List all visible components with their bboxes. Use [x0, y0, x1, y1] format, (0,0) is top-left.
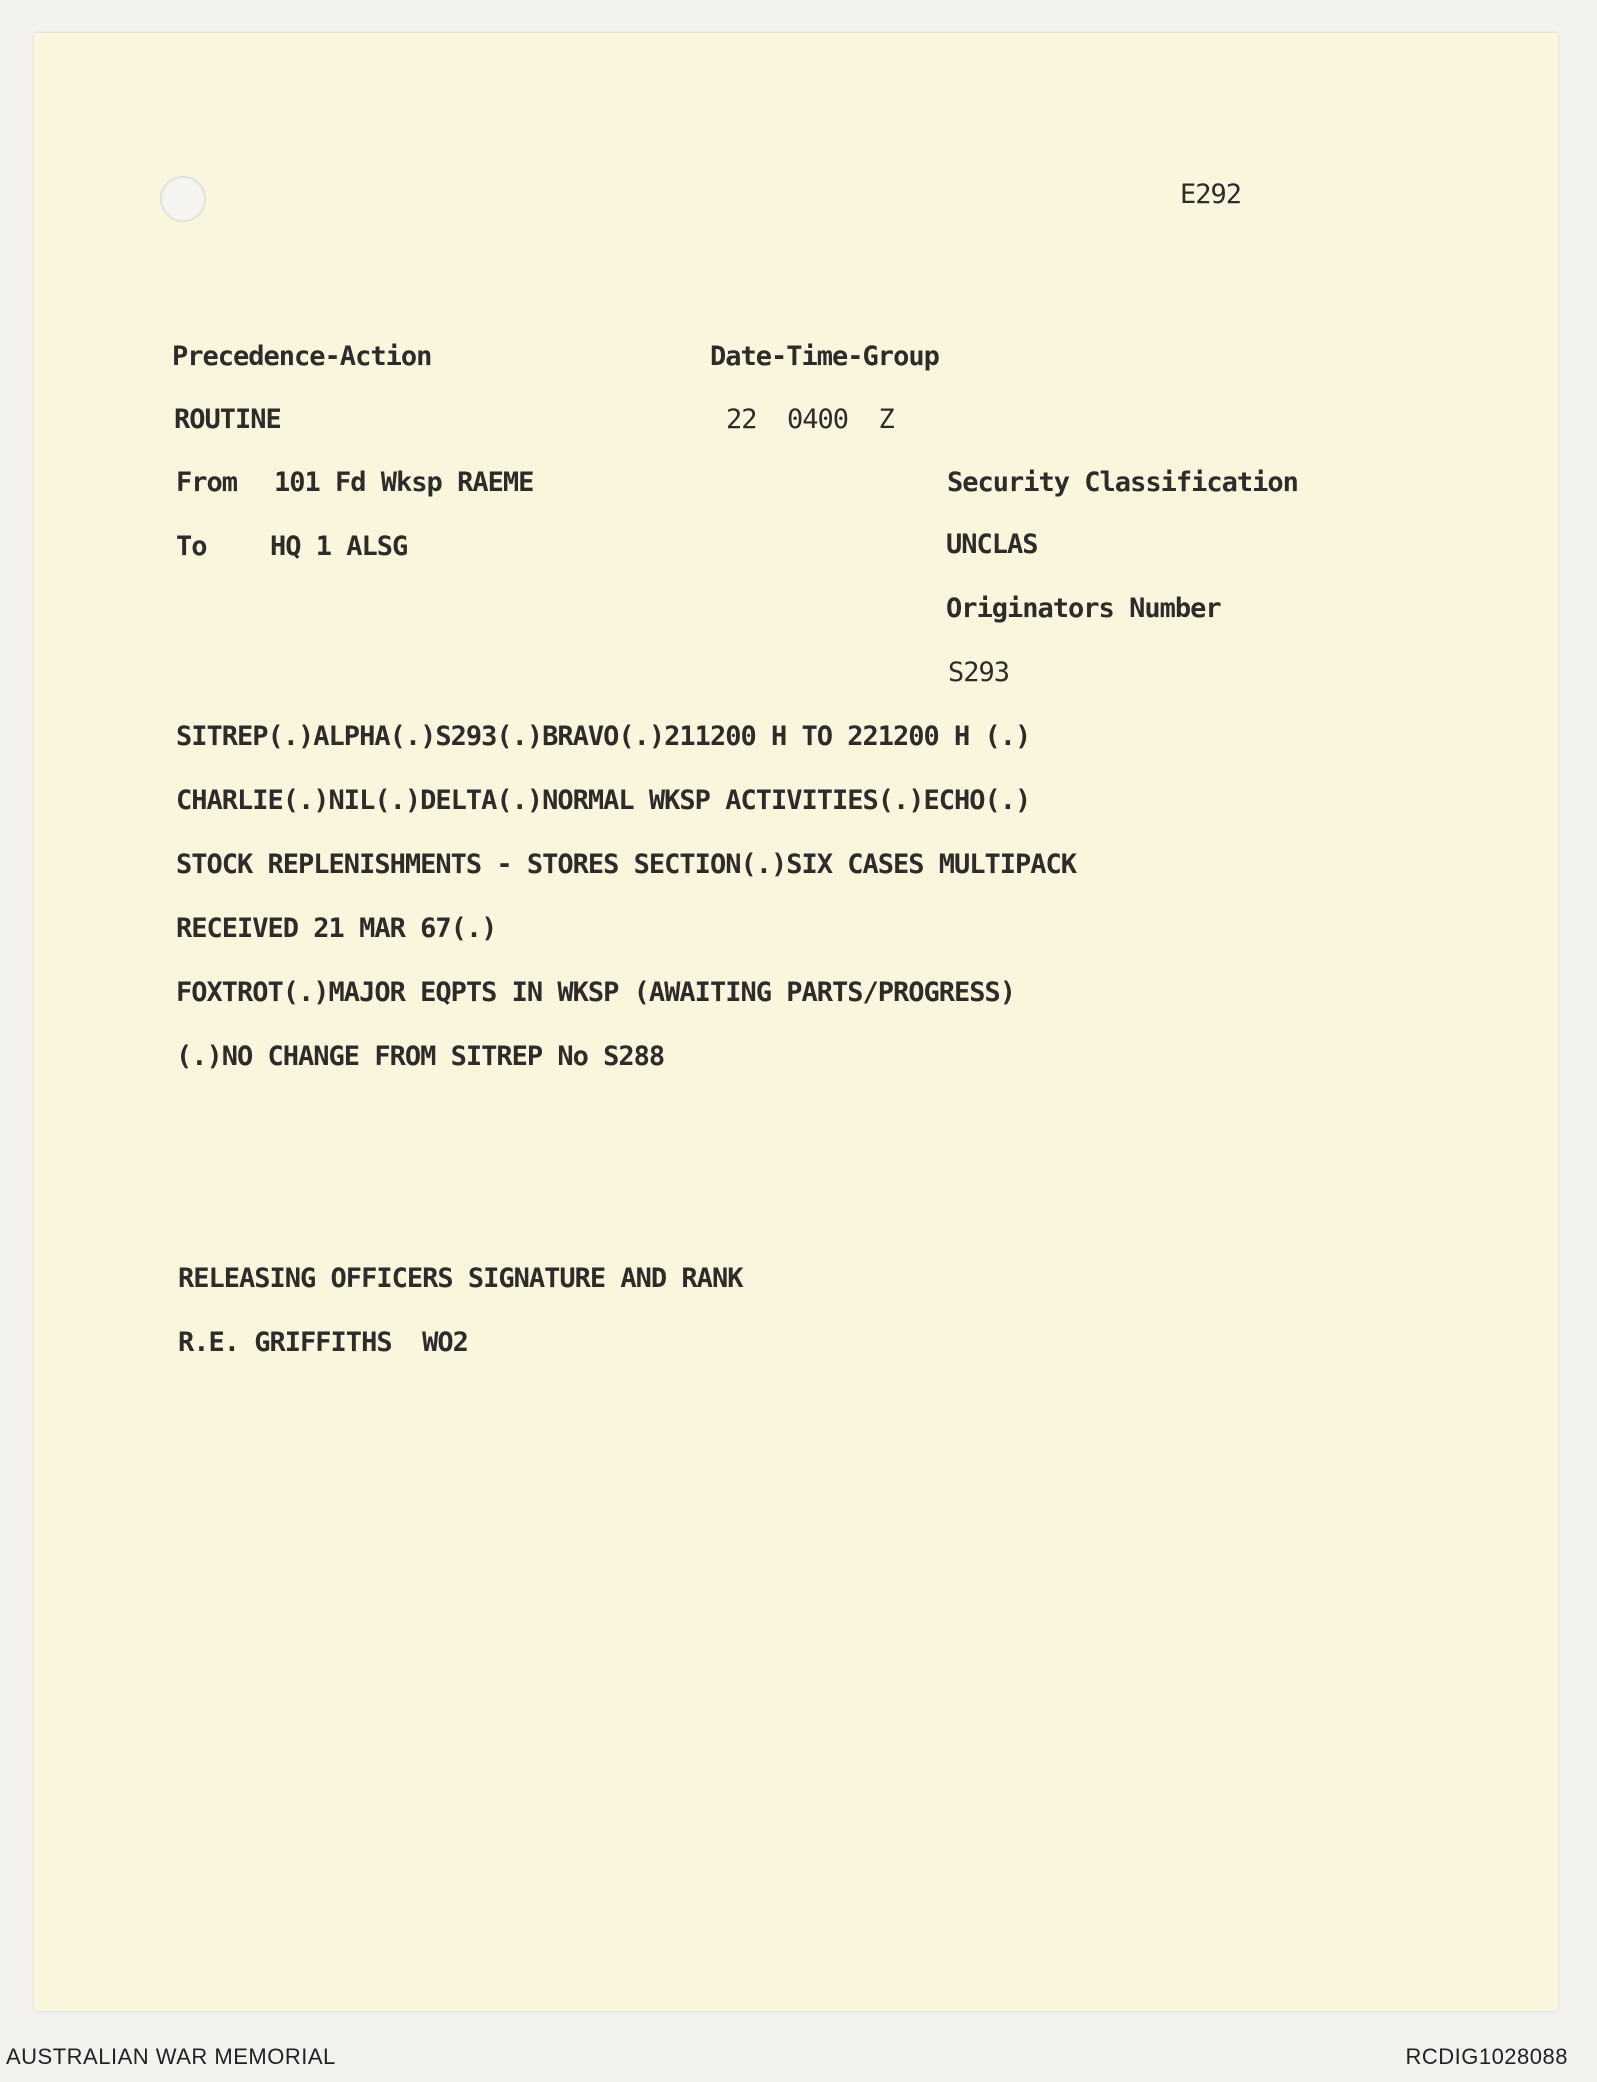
date-time-group-label: Date-Time-Group	[710, 341, 939, 372]
message-body-line: CHARLIE(.)NIL(.)DELTA(.)NORMAL WKSP ACTIVITIES(.)ECHO(.)	[176, 785, 1031, 816]
message-form-sheet	[34, 33, 1558, 2011]
releasing-officer-value: R.E. GRIFFITHS WO2	[178, 1327, 468, 1358]
originators-number-value: S293	[948, 657, 1010, 688]
releasing-officer-label: RELEASING OFFICERS SIGNATURE AND RANK	[178, 1263, 743, 1294]
security-classification-value: UNCLAS	[946, 529, 1038, 560]
originators-number-label: Originators Number	[946, 593, 1221, 624]
message-body-line: RECEIVED 21 MAR 67(.)	[176, 913, 497, 944]
message-body-line: (.)NO CHANGE FROM SITREP No S288	[176, 1041, 665, 1072]
precedence-value: ROUTINE	[174, 404, 281, 435]
punch-hole	[160, 176, 206, 222]
from-label: From	[176, 467, 238, 498]
precedence-label: Precedence-Action	[172, 341, 432, 372]
to-value: HQ 1 ALSG	[270, 531, 408, 562]
date-time-group-value: 22 0400 Z	[726, 404, 894, 435]
to-label: To	[176, 531, 207, 562]
message-body-line: FOXTROT(.)MAJOR EQPTS IN WKSP (AWAITING PARTS/PROGRESS)	[176, 977, 1016, 1008]
from-value: 101 Fd Wksp RAEME	[274, 467, 534, 498]
message-body-line: STOCK REPLENISHMENTS - STORES SECTION(.)SIX CASES MULTIPACK	[176, 849, 1077, 880]
archive-identifier: RCDIG1028088	[1405, 2044, 1568, 2069]
document-reference: E292	[1180, 179, 1242, 210]
message-body-line: SITREP(.)ALPHA(.)S293(.)BRAVO(.)211200 H TO 221200 H (.)	[176, 721, 1031, 752]
security-classification-label: Security Classification	[947, 467, 1298, 498]
archive-credit: AUSTRALIAN WAR MEMORIAL	[6, 2044, 336, 2069]
